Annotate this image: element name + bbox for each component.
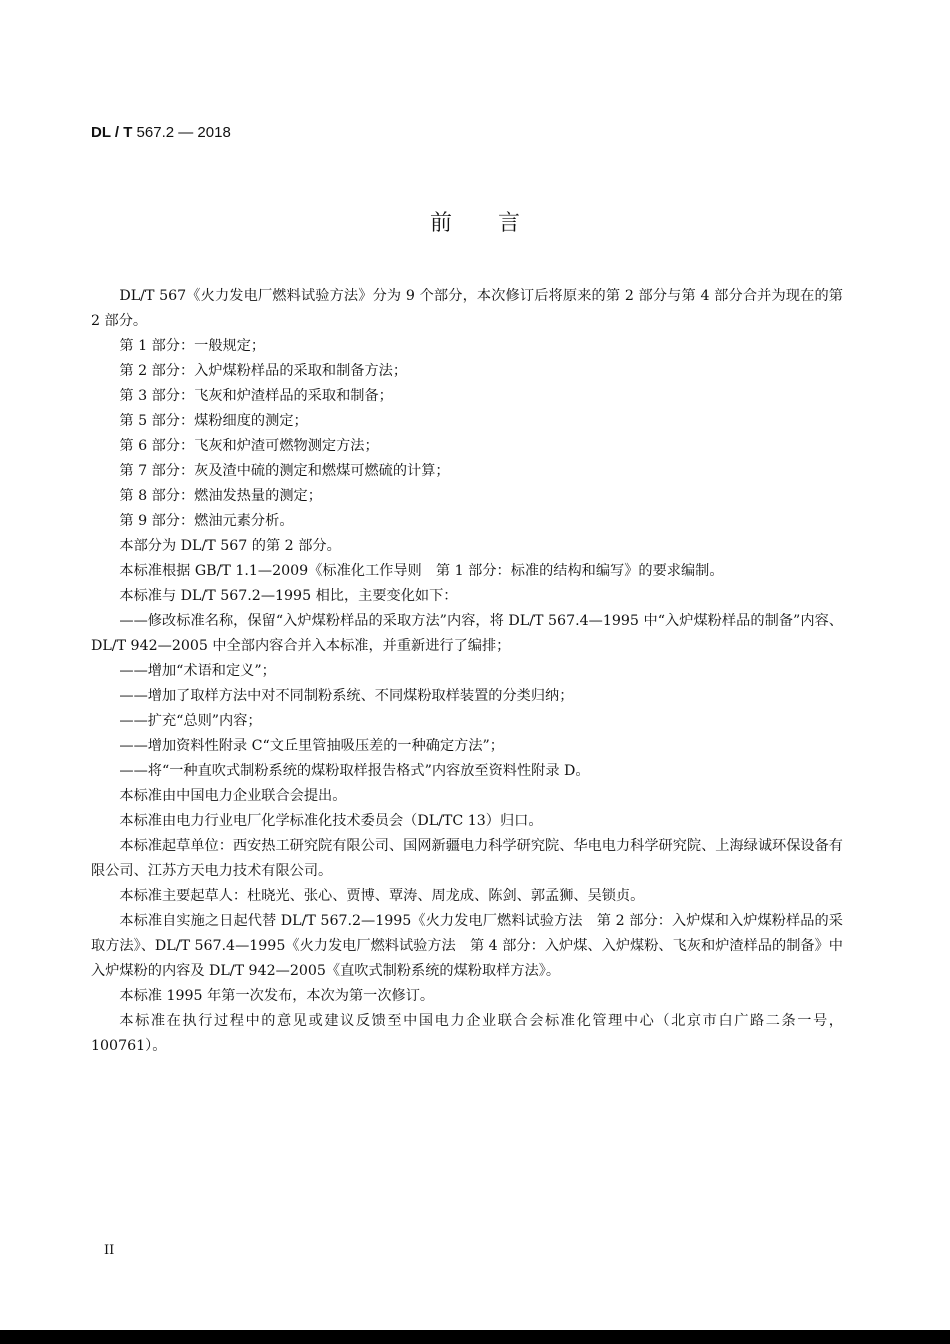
paragraph-history: 本标准 1995 年第一次发布，本次为第一次修订。 (119, 988, 435, 1004)
list-item-part-8: 第 8 部分：燃油发热量的测定； (119, 488, 322, 504)
paragraph-drafting-units: 本标准起草单位：西安热工研究院有限公司、国网新疆电力科学研究院、华电电力科学研究院、上海绿诚环保设备有限公司、江苏方天电力技术有限公司。 (91, 838, 843, 879)
paragraph-part-statement: 本部分为 DL/T 567 的第 2 部分。 (119, 538, 341, 554)
page-number: II (104, 1243, 115, 1258)
paragraph-intro: DL/T 567《火力发电厂燃料试验方法》分为 9 个部分，本次修订后将原来的第 2 部分与第 4 部分合并为现在的第 2 部分。 (91, 288, 843, 329)
paragraph-feedback: 本标准在执行过程中的意见或建议反馈至中国电力企业联合会标准化管理中心（北京市白广路二条一号，100761）。 (91, 1013, 843, 1054)
change-item-annex-c: ——增加资料性附录 C“文丘里管抽吸压差的一种确定方法”； (119, 738, 504, 754)
paragraph-changes-intro: 本标准与 DL/T 567.2—1995 相比，主要变化如下： (119, 588, 458, 604)
page-title: 前言 (429, 211, 566, 236)
paragraph-under-jurisdiction: 本标准由电力行业电厂化学标准化技术委员会（DL/TC 13）归口。 (119, 813, 543, 829)
paragraph-proposed-by: 本标准由中国电力企业联合会提出。 (119, 788, 347, 804)
paragraph-drafting-rules: 本标准根据 GB/T 1.1—2009《标准化工作导则 第 1 部分：标准的结构和编写》的要求编制。 (119, 563, 724, 579)
list-item-part-9: 第 9 部分：燃油元素分析。 (119, 513, 294, 529)
list-item-part-7: 第 7 部分：灰及渣中硫的测定和燃煤可燃硫的计算； (119, 463, 450, 479)
change-item-classification: ——增加了取样方法中对不同制粉系统、不同煤粉取样装置的分类归纳； (119, 688, 574, 704)
list-item-part-5: 第 5 部分：煤粉细度的测定； (119, 413, 308, 429)
list-item-part-3: 第 3 部分：飞灰和炉渣样品的采取和制备； (119, 388, 393, 404)
standard-code-number: 567.2 — 2018 (132, 124, 231, 141)
change-item-annex-d: ——将“一种直吹式制粉系统的煤粉取样报告格式”内容放至资料性附录 D。 (119, 763, 590, 779)
standard-code (91, 124, 231, 141)
list-item-part-6: 第 6 部分：飞灰和炉渣可燃物测定方法； (119, 438, 379, 454)
change-item-rename: ——修改标准名称，保留“入炉煤粉样品的采取方法”内容，将 DL/T 567.4—1995 中“入炉煤粉样品的制备”内容、DL/T 942—2005 中全部内容合并入本标准，并重新进行了编排； (91, 613, 843, 654)
bottom-border (0, 1330, 950, 1344)
change-item-terms: ——增加“术语和定义”； (119, 663, 276, 679)
foreword-body (91, 284, 843, 1059)
list-item-part-2: 第 2 部分：入炉煤粉样品的采取和制备方法； (119, 363, 408, 379)
change-item-general: ——扩充“总则”内容； (119, 713, 262, 729)
standard-code-prefix: DL / T (91, 124, 133, 141)
paragraph-drafters: 本标准主要起草人：杜晓光、张心、贾博、覃涛、周龙成、陈剑、郭孟狮、吴锁贞。 (119, 888, 645, 904)
paragraph-replaces: 本标准自实施之日起代替 DL/T 567.2—1995《火力发电厂燃料试验方法 第 2 部分：入炉煤和入炉煤粉样品的采取方法》、DL/T 567.4—1995《火力发电厂燃料试验方法 第 4 部分：入炉煤、入炉煤粉、飞灰和炉渣样品的制备》中入炉煤粉的内容及 DL/T 942—2005《直吹式制粉系统的煤粉取样方法》。 (91, 913, 843, 979)
list-item-part-1: 第 1 部分：一般规定； (119, 338, 266, 354)
